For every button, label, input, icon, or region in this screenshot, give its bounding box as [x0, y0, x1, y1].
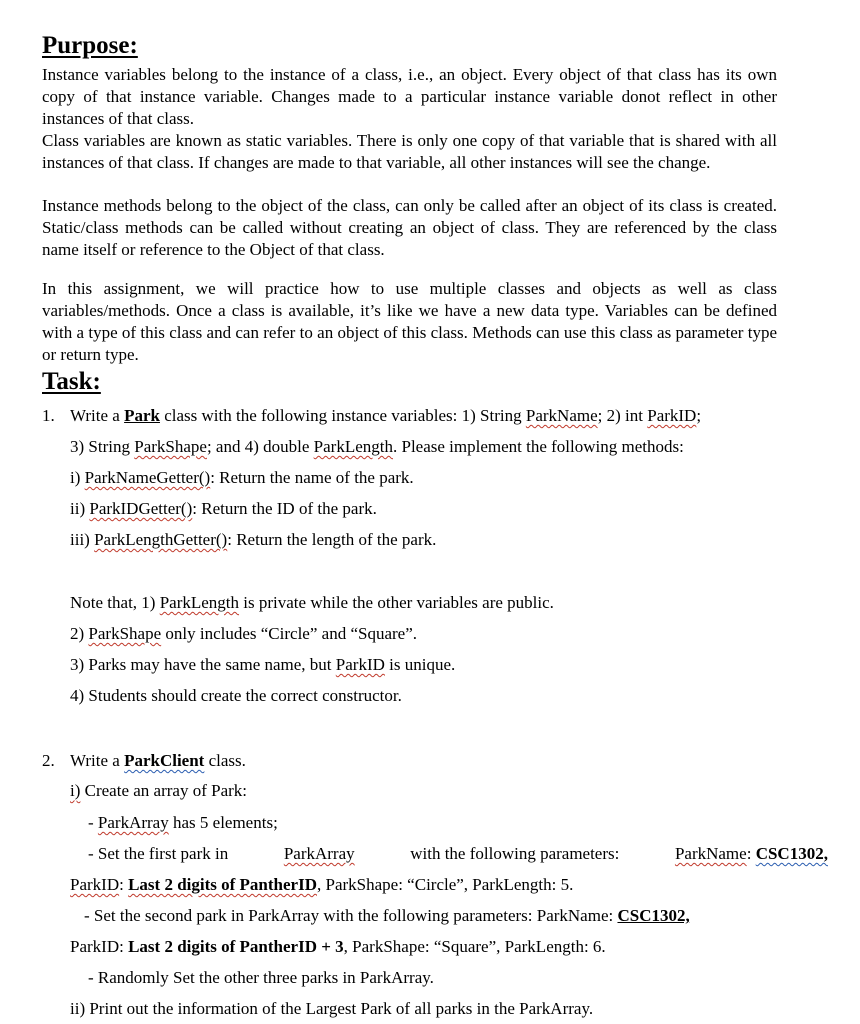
purpose-paragraph-methods: Instance methods belong to the object of the class, can only be called after an object of its class is created. Static/class methods can be called without creating an object of class. They are referenced by the class name itself or reference to the Object of that class. [42, 196, 777, 259]
task-item-1-number: 1. [42, 406, 55, 425]
task-item-1-line-2: 3) String ParkShape; and 4) double ParkLength. Please implement the following methods: [70, 437, 684, 456]
task-item-2-line-1: Write a ParkClient class. [70, 751, 246, 770]
task-item-2-number: 2. [42, 751, 55, 770]
note-4: 4) Students should create the correct constructor. [70, 686, 402, 705]
subtask-print-largest: ii) Print out the information of the Largest Park of all parks in the ParkArray. [70, 999, 594, 1018]
bullet-second-park-line-2: ParkID: Last 2 digits of PantherID + 3, ParkShape: “Square”, ParkLength: 6. [70, 937, 606, 956]
park-class-name: Park [124, 406, 160, 425]
purpose-paragraph-instance-variables: Instance variables belong to the instance of a class, i.e., an object. Every object of that class has its own copy of that instance variable. Changes made to a particular instance variable donot reflect in other instances of that class. [42, 65, 777, 128]
bullet-random-parks: - Randomly Set the other three parks in ParkArray. [88, 968, 434, 987]
purpose-paragraph-class-variables: Class variables are known as static variables. There is only one copy of that variable that is shared with all instances of that class. If changes are made to that variable, all other instances will see the change. [42, 131, 777, 172]
park-client-class-name: ParkClient [124, 751, 205, 770]
note-2: 2) ParkShape only includes “Circle” and “Square”. [70, 624, 417, 643]
method-park-id-getter: ii) ParkIDGetter(): Return the ID of the park. [70, 499, 377, 518]
bullet-second-park-line-1: - Set the second park in ParkArray with the following parameters: ParkName: CSC1302, [84, 906, 690, 925]
bullet-first-park-line-1: - Set the first park in ParkArray with the following parameters: ParkName: CSC1302, [88, 844, 828, 863]
method-park-name-getter: i) ParkNameGetter(): Return the name of the park. [70, 468, 414, 487]
purpose-paragraph-assignment: In this assignment, we will practice how to use multiple classes and objects as well as class variables/methods. Once a class is available, it’s like we have a new data type. Variables can be defined with a type of this class and can refer to an object of this class. Methods can use this class as parameter type or return type. [42, 279, 777, 364]
note-1: Note that, 1) ParkLength is private while the other variables are public. [70, 593, 554, 612]
bullet-array-size: - ParkArray has 5 elements; [88, 813, 278, 832]
purpose-heading: Purpose: [42, 32, 138, 59]
task-heading: Task: [42, 368, 101, 395]
task-item-1-line-1: Write a Park class with the following instance variables: 1) String ParkName; 2) int ParkID; [70, 406, 702, 425]
method-park-length-getter: iii) ParkLengthGetter(): Return the length of the park. [70, 530, 437, 549]
bullet-first-park-line-2: ParkID: Last 2 digits of PantherID, ParkShape: “Circle”, ParkLength: 5. [70, 875, 574, 894]
note-3: 3) Parks may have the same name, but ParkID is unique. [70, 655, 456, 674]
subtask-create-array: i) Create an array of Park: [70, 781, 248, 800]
